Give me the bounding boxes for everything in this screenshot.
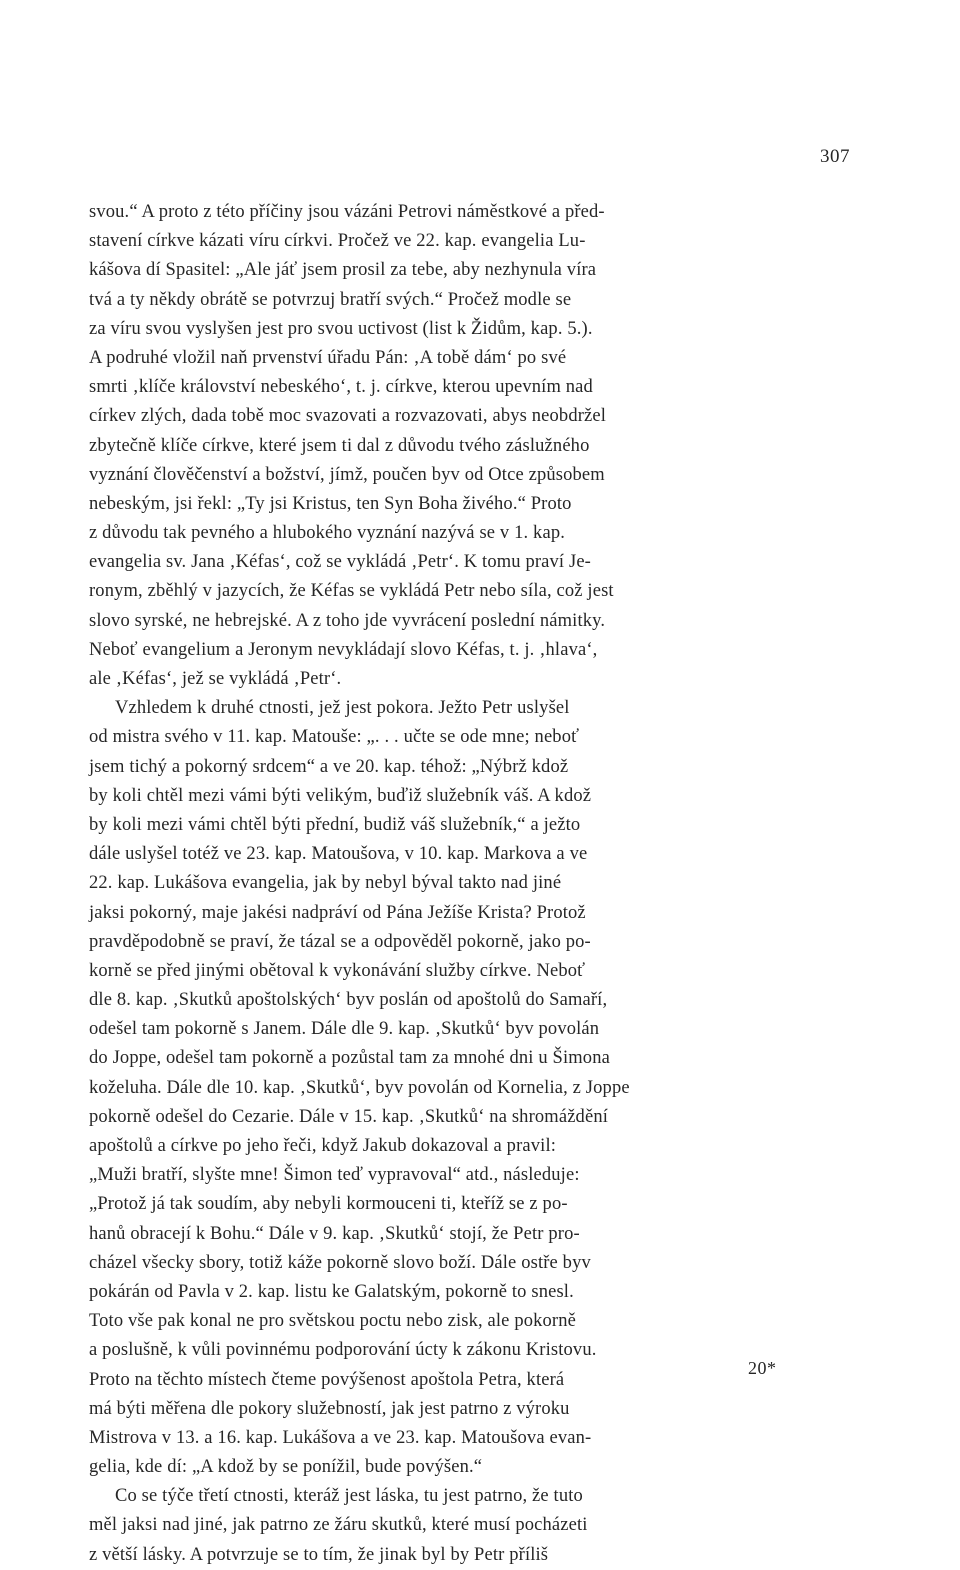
text-line: „Muži bratří, slyšte mne! Šimon teď vypravoval“ atd., následuje:	[89, 1165, 580, 1186]
text-line: Co se týče třetí ctnosti, kteráž jest láska, tu jest patrno, že tuto	[115, 1486, 583, 1507]
text-line: církev zlých, dada tobě moc svazovati a rozvazovati, abys neobdržel	[89, 406, 607, 427]
text-line: za víru svou vyslyšen jest pro svou uctivost (list k Židům, kap. 5.).	[89, 318, 593, 339]
page-number: 307	[820, 146, 850, 167]
text-line: slovo syrské, ne hebrejské. A z toho jde vyvrácení poslední námitky.	[89, 610, 606, 631]
text-line: odešel tam pokorně s Janem. Dále dle 9. kap. ‚Skutků‘ byv povolán	[89, 1019, 600, 1040]
text-line: od mistra svého v 11. kap. Matouše: „. . . učte se ode mne; neboť	[89, 727, 580, 748]
text-line: Neboť evangelium a Jeronym nevykládají slovo Kéfas, t. j. ‚hlava‘,	[89, 639, 598, 660]
text-line: cházel všecky sbory, totiž káže pokorně slovo boží. Dále ostře byv	[89, 1252, 591, 1273]
text-line: měl jaksi nad jiné, jak patrno ze žáru skutků, které musí pocházeti	[89, 1515, 588, 1536]
text-line: A podruhé vložil naň prvenství úřadu Pán: ‚A tobě dám‘ po své	[89, 347, 567, 368]
text-line: by koli chtěl mezi vámi býti velikým, buďiž služebník váš. A kdož	[89, 785, 592, 806]
text-line: jaksi pokorný, maje jakési nadpráví od Pána Ježíše Krista? Protož	[89, 902, 586, 923]
text-line: ale ‚Kéfas‘, jež se vykládá ‚Petr‘.	[89, 669, 342, 689]
text-line: korně se před jinými obětoval k vykonávání služby církve. Neboť	[89, 960, 586, 981]
text-line: z větší lásky. A potvrzuje se to tím, že jinak byl by Petr příliš	[89, 1544, 549, 1565]
text-line: dle 8. kap. ‚Skutků apoštolských‘ byv poslán od apoštolů do Samaří,	[89, 990, 608, 1011]
text-line: do Joppe, odešel tam pokorně a pozůstal tam za mnohé dni u Šimona	[89, 1048, 610, 1069]
text-line: hanů obracejí k Bohu.“ Dále v 9. kap. ‚Skutků‘ stojí, že Petr pro-	[89, 1223, 580, 1244]
text-line: a poslušně, k vůli povinnému podporování úcty k zákonu Kristovu.	[89, 1340, 597, 1361]
text-line: dále uslyšel totéž ve 23. kap. Matoušova, v 10. kap. Markova a ve	[89, 844, 588, 865]
text-line: z důvodu tak pevného a hlubokého vyznání nazývá se v 1. kap.	[89, 523, 565, 544]
text-line: pravděpodobně se praví, že tázal se a odpověděl pokorně, jako po-	[89, 931, 591, 952]
text-line: vyznání člověčenství a božství, jímž, poučen byv od Otce způsobem	[89, 464, 605, 485]
text-line: pokárán od Pavla v 2. kap. listu ke Galatským, pokorně to snesl.	[89, 1281, 574, 1302]
text-line: koželuha. Dále dle 10. kap. ‚Skutků‘, byv povolán od Kornelia, z Joppe	[89, 1077, 630, 1098]
text-line: Toto vše pak konal ne pro světskou poctu nebo zisk, ale pokorně	[89, 1311, 576, 1332]
text-line: evangelia sv. Jana ‚Kéfas‘, což se vykládá ‚Petr‘. K tomu praví Je-	[89, 552, 591, 573]
text-line: kášova dí Spasitel: „Ale jáť jsem prosil za tebe, aby nezhynula víra	[89, 260, 597, 281]
printer-signature-mark: 20*	[748, 1358, 777, 1378]
text-line: stavení církve kázati víru církvi. Pročež ve 22. kap. evangelia Lu-	[89, 231, 586, 252]
text-line: apoštolů a církve po jeho řeči, když Jakub dokazoval a pravil:	[89, 1136, 557, 1156]
text-line: tvá a ty někdy obrátě se potvrzuj bratří svých.“ Pročež modle se	[89, 289, 572, 310]
text-line: zbytečně klíče církve, které jsem ti dal z důvodu tvého záslužného	[89, 435, 590, 456]
text-line: pokorně odešel do Cezarie. Dále v 15. kap. ‚Skutků‘ na shromáždění	[89, 1106, 609, 1127]
text-line: nebeským, jsi řekl: „Ty jsi Kristus, ten Syn Boha živého.“ Proto	[89, 493, 572, 514]
text-line: Proto na těchto místech čteme povýšenost apoštola Petra, která	[89, 1369, 565, 1390]
text-line: Mistrova v 13. a 16. kap. Lukášova a ve 23. kap. Matoušova evan-	[89, 1427, 592, 1448]
text-line: ronym, zběhlý v jazycích, že Kéfas se vykládá Petr nebo síla, což jest	[89, 581, 614, 602]
text-line: 22. kap. Lukášova evangelia, jak by nebyl býval takto nad jiné	[89, 873, 562, 894]
body-text	[89, 198, 849, 1570]
text-line: smrti ‚klíče království nebeského‘, t. j. církve, kterou upevním nad	[89, 377, 593, 398]
text-line: jsem tichý a pokorný srdcem“ a ve 20. kap. téhož: „Nýbrž kdož	[89, 756, 569, 777]
text-line: Vzhledem k druhé ctnosti, jež jest pokora. Ježto Petr uslyšel	[115, 698, 570, 719]
text-line: by koli mezi vámi chtěl býti přední, budiž váš služebník,“ a ježto	[89, 814, 581, 835]
text-line: má býti měřena dle pokory služebností, jak jest patrno z výroku	[89, 1398, 570, 1419]
text-line: gelia, kde dí: „A kdož by se ponížil, bude povýšen.“	[89, 1457, 483, 1478]
text-line: „Protož já tak soudím, aby nebyli kormouceni ti, kteříž se z po-	[89, 1194, 568, 1215]
text-line: svou.“ A proto z této příčiny jsou vázáni Petrovi náměstkové a před-	[89, 202, 605, 222]
